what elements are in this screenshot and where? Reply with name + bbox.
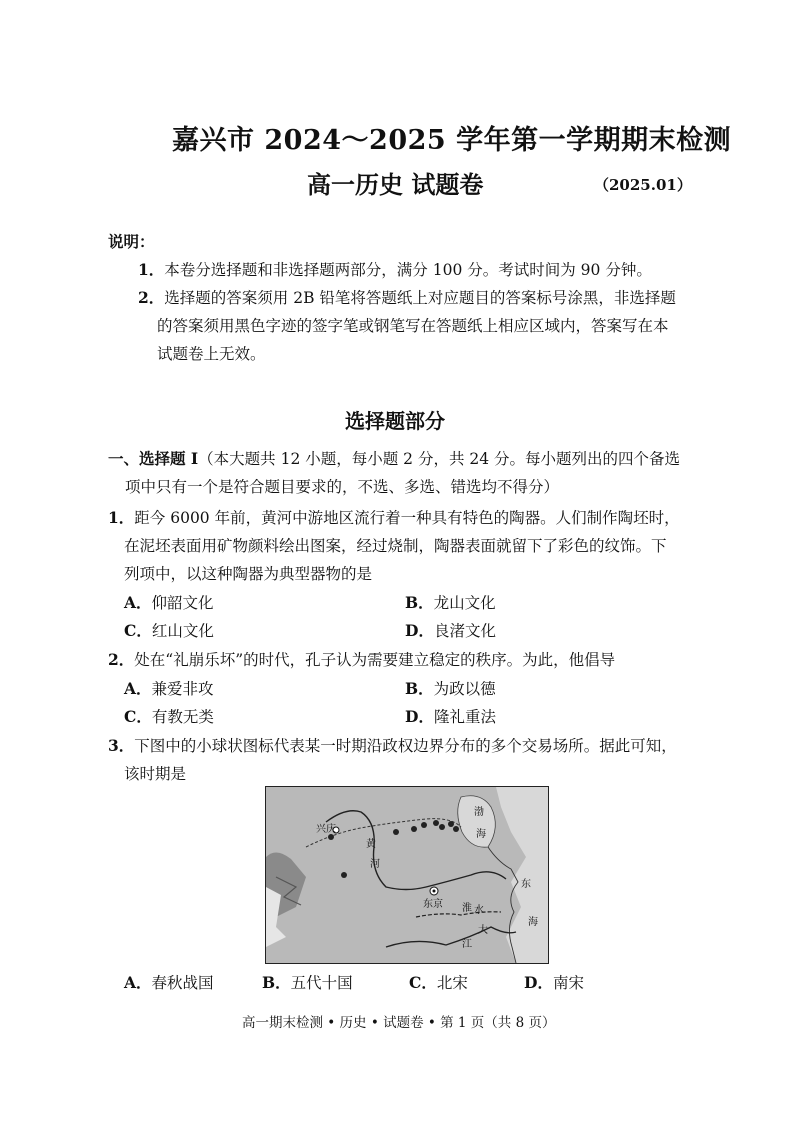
option-text: 春秋战国 xyxy=(151,974,214,992)
question-3-stem-line-1 xyxy=(108,732,677,760)
question-number: 1． xyxy=(108,508,135,527)
question-1-stem-line-2: 在泥坯表面用矿物颜料绘出图案，经过烧制，陶器表面就留下了彩色的纹饰。下 xyxy=(124,537,667,555)
option-label: D． xyxy=(405,621,434,640)
instruction-text: 本卷分选择题和非选择题两部分，满分 100 分。考试时间为 90 分钟。 xyxy=(164,261,652,279)
option-label: A． xyxy=(124,593,152,612)
part1-desc: （本大题共 12 小题，每小题 2 分，共 24 分。每小题列出的四个备选 xyxy=(198,450,681,468)
instructions-heading: 说明： xyxy=(108,232,155,251)
option-label: B． xyxy=(262,973,291,992)
option-text: 良渚文化 xyxy=(433,622,496,640)
option-text: 兼爱非攻 xyxy=(151,680,214,698)
instruction-text: 选择题的答案须用 2B 铅笔将答题纸上对应题目的答案标号涂黑，非选择题 xyxy=(164,289,676,307)
option-text: 红山文化 xyxy=(151,622,214,640)
map-label: 东 xyxy=(521,879,531,890)
option-text: 龙山文化 xyxy=(433,594,496,612)
map-label: 渤 xyxy=(474,807,484,818)
question-number: 2． xyxy=(108,650,135,669)
question-2-stem xyxy=(108,646,615,674)
map-label: 海 xyxy=(528,917,538,928)
huai-river xyxy=(416,912,501,917)
option-1a[interactable] xyxy=(124,589,214,617)
map-label: 河 xyxy=(370,859,380,870)
option-2d[interactable] xyxy=(405,703,496,731)
city-dongjing-center xyxy=(433,890,436,893)
option-text: 南宋 xyxy=(552,974,584,992)
map-label: 江 xyxy=(462,939,472,950)
option-text: 有教无类 xyxy=(151,708,214,726)
option-3a[interactable] xyxy=(124,969,214,997)
map-label: 黄 xyxy=(366,839,376,850)
trade-market-marker xyxy=(421,822,427,828)
option-label: C． xyxy=(409,973,437,992)
map-svg xyxy=(266,787,548,963)
historical-map-figure xyxy=(265,786,549,964)
option-text: 北宋 xyxy=(436,974,468,992)
instruction-item-2-line-3: 试题卷上无效。 xyxy=(157,345,266,363)
option-label: D． xyxy=(405,707,434,726)
option-text: 为政以德 xyxy=(433,680,496,698)
option-2c[interactable] xyxy=(124,703,214,731)
question-text: 处在“礼崩乐坏”的时代，孔子认为需要建立稳定的秩序。为此，他倡导 xyxy=(134,651,616,669)
question-3-stem-line-2: 该时期是 xyxy=(124,765,187,783)
part1-label: 一、选择题 I xyxy=(108,449,199,468)
trade-market-marker xyxy=(439,824,445,830)
option-label: A． xyxy=(124,973,152,992)
exam-subtitle: 高一历史 试题卷 xyxy=(307,170,484,199)
option-1b[interactable] xyxy=(405,589,496,617)
option-1c[interactable] xyxy=(124,617,214,645)
map-label: 兴庆 xyxy=(316,824,336,835)
option-label: C． xyxy=(124,707,152,726)
option-text: 仰韶文化 xyxy=(151,594,214,612)
trade-market-marker xyxy=(448,821,454,827)
option-text: 五代十国 xyxy=(290,974,353,992)
exam-title: 嘉兴市 2024～2025 学年第一学期期末检测 xyxy=(172,125,732,156)
question-1-stem-line-1 xyxy=(108,504,680,532)
instruction-item-2-line-2: 的答案须用黑色字迹的签字笔或钢笔写在答题纸上相应区域内，答案写在本 xyxy=(157,317,669,335)
option-1d[interactable] xyxy=(405,617,496,645)
yangtze-river xyxy=(386,927,516,947)
trade-market-marker xyxy=(411,826,417,832)
sea-area xyxy=(496,787,548,963)
instruction-item-1 xyxy=(138,256,652,284)
option-2b[interactable] xyxy=(405,675,496,703)
exam-date: （2025.01） xyxy=(594,176,692,194)
map-label: 淮 xyxy=(462,903,472,914)
map-label: 大 xyxy=(478,925,488,936)
trade-market-marker xyxy=(341,872,347,878)
option-label: A． xyxy=(124,679,152,698)
option-3c[interactable] xyxy=(409,969,468,997)
question-1-stem-line-3: 列项中，以这种陶器为典型器物的是 xyxy=(124,565,373,583)
option-label: B． xyxy=(405,679,434,698)
section-title: 选择题部分 xyxy=(345,409,445,433)
instruction-number: 1． xyxy=(138,260,165,279)
trade-market-marker xyxy=(453,826,459,832)
question-text: 下图中的小球状图标代表某一时期沿政权边界分布的多个交易场所。据此可知， xyxy=(134,737,677,755)
option-3d[interactable] xyxy=(524,969,584,997)
part1-desc-line-2: 项中只有一个是符合题目要求的，不选、多选、错选均不得分） xyxy=(125,478,560,496)
instruction-number: 2． xyxy=(138,288,165,307)
option-3b[interactable] xyxy=(262,969,353,997)
instruction-item-2 xyxy=(138,284,676,312)
part1-header xyxy=(108,445,680,473)
map-label: 东京 xyxy=(423,899,443,910)
option-2a[interactable] xyxy=(124,675,214,703)
map-label: 水 xyxy=(474,905,484,916)
option-label: C． xyxy=(124,621,152,640)
question-number: 3． xyxy=(108,736,135,755)
trade-market-marker xyxy=(393,829,399,835)
option-text: 隆礼重法 xyxy=(433,708,496,726)
page-footer: 高一期末检测 • 历史 • 试题卷 • 第 1 页（共 8 页） xyxy=(242,1015,556,1031)
trade-market-marker xyxy=(433,820,439,826)
option-label: D． xyxy=(524,973,553,992)
map-label: 海 xyxy=(476,829,486,840)
question-text: 距今 6000 年前，黄河中游地区流行着一种具有特色的陶器。人们制作陶坯时， xyxy=(134,509,680,527)
option-label: B． xyxy=(405,593,434,612)
